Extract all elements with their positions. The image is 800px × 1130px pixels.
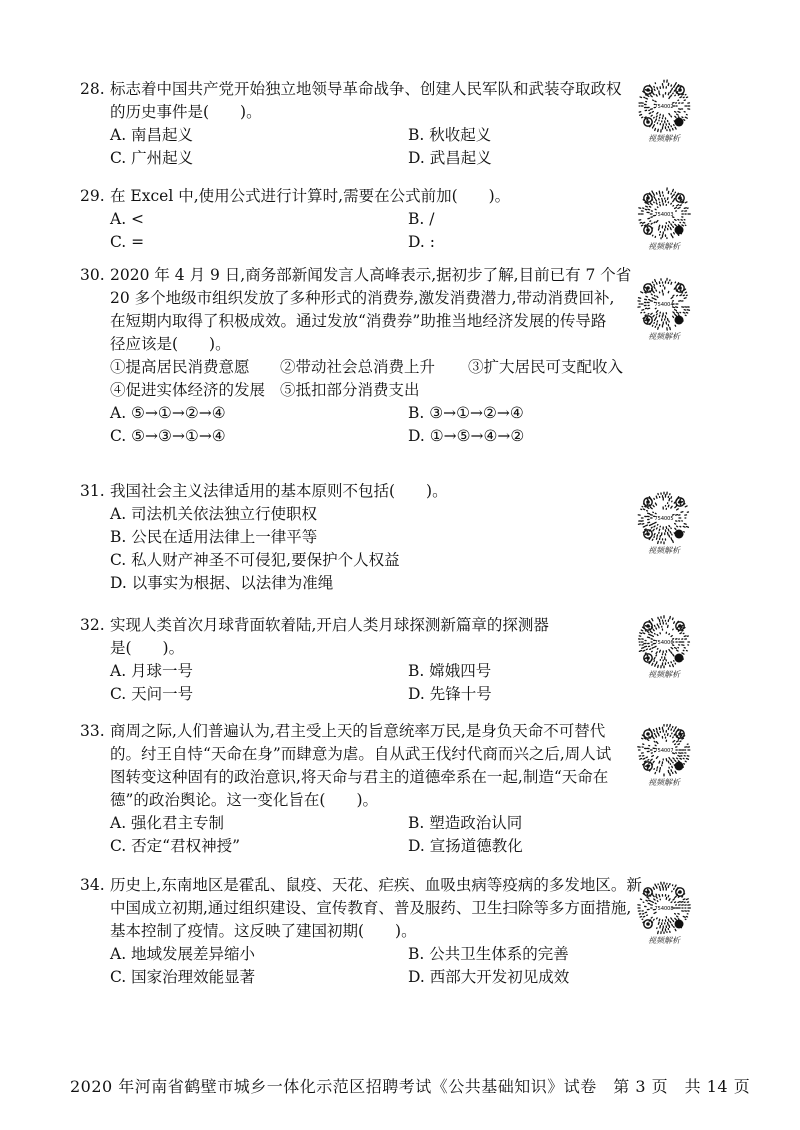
question-text: 德”的政治舆论。这一变化旨在( )。: [110, 791, 379, 809]
question-30: [80, 264, 640, 448]
question-number: 32.: [80, 616, 105, 634]
question-text: 商周之际,人们普遍认为,君主受上天的旨意统率万民,是身负天命不可替代: [110, 722, 606, 740]
question-text: 历史上,东南地区是霍乱、鼠疫、天花、疟疾、血吸虫病等疫病的多发地区。新: [110, 876, 642, 894]
option-a[interactable]: A. <: [110, 210, 145, 228]
qr-code-label: 754008: [654, 906, 674, 912]
option-c[interactable]: C. =: [110, 233, 145, 251]
qr-code-label: 754003: [654, 212, 674, 218]
qr-caption: 视频解析: [648, 546, 680, 555]
option-d[interactable]: D. 西部大开发初见成效: [408, 968, 570, 986]
question-31: [80, 480, 640, 595]
option-d[interactable]: D. 以事实为根据、以法律为准绳: [110, 574, 334, 592]
option-d[interactable]: D. 宣扬道德教化: [408, 837, 523, 855]
qr-code-label: 754006: [654, 640, 674, 646]
page-footer: 2020 年河南省鹤壁市城乡一体化示范区招聘考试《公共基础知识》试卷 第 3 页 共 14 页: [70, 1077, 751, 1096]
qr-caption: 视频解析: [648, 242, 680, 251]
qr-code-icon: [636, 722, 692, 778]
question-number: 34.: [80, 876, 105, 894]
question-number: 29.: [80, 187, 105, 205]
question-text: 20 多个地级市组织发放了多种形式的消费券,激发消费潜力,带动消费回补,: [110, 289, 615, 307]
option-b[interactable]: B. 秋收起义: [408, 126, 492, 144]
option-a[interactable]: A. 月球一号: [110, 662, 194, 680]
option-c[interactable]: C. ⑤→③→①→④: [110, 427, 226, 445]
question-text: 是( )。: [110, 639, 185, 657]
option-b[interactable]: B. 塑造政治认同: [408, 814, 523, 832]
question-text: 在 Excel 中,使用公式进行计算时,需要在公式前加( )。: [110, 187, 511, 205]
qr-code-icon: [636, 880, 692, 936]
question-29: [80, 185, 640, 254]
option-a[interactable]: A. ⑤→①→②→④: [110, 404, 226, 422]
option-c[interactable]: C. 广州起义: [110, 149, 194, 167]
option-c[interactable]: C. 天问一号: [110, 685, 194, 703]
question-text: 标志着中国共产党开始独立地领导革命战争、创建人民军队和武装夺取政权: [110, 80, 622, 98]
question-33: [80, 720, 640, 858]
qr-code-label: 754002: [654, 104, 674, 110]
qr-code-label: 754004: [654, 302, 674, 308]
option-d[interactable]: D. 武昌起义: [408, 149, 492, 167]
question-text: 径应该是( )。: [110, 335, 231, 353]
qr-caption: 视频解析: [648, 332, 680, 341]
question-number: 28.: [80, 80, 105, 98]
qr-caption: 视频解析: [648, 778, 680, 787]
option-c[interactable]: C. 私人财产神圣不可侵犯,要保护个人权益: [110, 551, 400, 569]
option-b[interactable]: B. 公共卫生体系的完善: [408, 945, 569, 963]
question-text: 中国成立初期,通过组织建设、宣传教育、普及服药、卫生扫除等多方面措施,: [110, 899, 632, 917]
qr-code-icon: [636, 78, 692, 134]
question-text: 实现人类首次月球背面软着陆,开启人类月球探测新篇章的探测器: [110, 616, 549, 634]
qr-code-icon: [636, 614, 692, 670]
video-analysis-qr[interactable]: [636, 186, 692, 251]
video-analysis-qr[interactable]: [636, 276, 692, 341]
option-d[interactable]: D. ①→⑤→④→②: [408, 427, 525, 445]
question-text: 的。纣王自恃“天命在身”而肆意为虐。自从武王伐纣代商而兴之后,周人试: [110, 745, 612, 763]
statement-1: ①提高居民消费意愿: [110, 358, 250, 376]
option-a[interactable]: A. 司法机关依法独立行使职权: [110, 505, 318, 523]
question-28: [80, 78, 640, 170]
qr-caption: 视频解析: [648, 936, 680, 945]
option-b[interactable]: B. ③→①→②→④: [408, 404, 524, 422]
option-a[interactable]: A. 南昌起义: [110, 126, 194, 144]
option-c[interactable]: C. 否定“君权神授”: [110, 837, 241, 855]
question-text: 我国社会主义法律适用的基本原则不包括( )。: [110, 482, 448, 500]
qr-code-icon: [636, 186, 692, 242]
statement-3: ③扩大居民可支配收入: [468, 358, 624, 376]
qr-caption: 视频解析: [648, 134, 680, 143]
option-b[interactable]: B. 嫦娥四号: [408, 662, 492, 680]
qr-code-label: 754007: [654, 748, 674, 754]
question-34: [80, 874, 640, 989]
qr-code-icon: [636, 276, 692, 332]
qr-code-icon: [636, 490, 692, 546]
question-number: 31.: [80, 482, 105, 500]
statement-4: ④促进实体经济的发展: [110, 381, 266, 399]
video-analysis-qr[interactable]: [636, 490, 692, 555]
question-32: [80, 614, 640, 706]
question-text: 图转变这种固有的政治意识,将天命与君主的道德牵系在一起,制造“天命在: [110, 768, 609, 786]
option-d[interactable]: D. 先锋十号: [408, 685, 492, 703]
option-b[interactable]: B. 公民在适用法律上一律平等: [110, 528, 318, 546]
video-analysis-qr[interactable]: [636, 722, 692, 787]
option-b[interactable]: B. /: [408, 210, 435, 228]
video-analysis-qr[interactable]: [636, 78, 692, 143]
option-a[interactable]: A. 地域发展差异缩小: [110, 945, 256, 963]
statement-5: ⑤抵扣部分消费支出: [280, 381, 420, 399]
question-text: 基本控制了疫情。这反映了建国初期( )。: [110, 922, 417, 940]
video-analysis-qr[interactable]: [636, 880, 692, 945]
question-text: 在短期内取得了积极成效。通过发放“消费券”助推当地经济发展的传导路: [110, 312, 607, 330]
question-number: 30.: [80, 266, 105, 284]
option-a[interactable]: A. 强化君主专制: [110, 814, 225, 832]
option-d[interactable]: D. :: [408, 233, 435, 251]
qr-code-label: 754005: [654, 516, 674, 522]
video-analysis-qr[interactable]: [636, 614, 692, 679]
qr-caption: 视频解析: [648, 670, 680, 679]
question-text: 2020 年 4 月 9 日,商务部新闻发言人高峰表示,据初步了解,目前已有 7 个省: [110, 266, 632, 284]
question-number: 33.: [80, 722, 105, 740]
statement-2: ②带动社会总消费上升: [280, 358, 436, 376]
question-text: 的历史事件是( )。: [110, 103, 262, 121]
option-c[interactable]: C. 国家治理效能显著: [110, 968, 256, 986]
